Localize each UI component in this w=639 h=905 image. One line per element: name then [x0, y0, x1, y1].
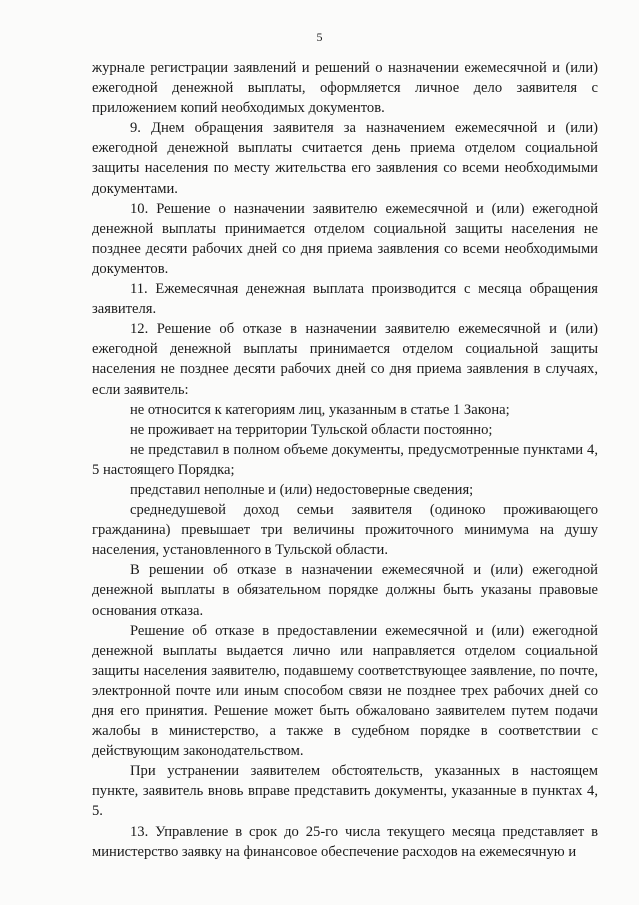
list-item: представил неполные и (или) недостоверные сведения; [130, 481, 474, 498]
paragraph: 12. Решение об отказе в назначении заявителю ежемесячной и (или) ежегодной денежной выплаты принимается отделом социальной защиты населения не позднее десяти рабочих дней со дня приема заявления в случаях, если заявитель: [92, 321, 598, 398]
page-number: 5 [316, 30, 323, 44]
paragraph: Решение об отказе в предоставлении ежемесячной и (или) ежегодной денежной выплаты выдается лично или направляется отделом социальной защиты населения заявителю, подавшему соответствующее заявление, по почте, электронной почте или иным способом связи не позднее трех рабочих дней со дня его принятия. Решение может быть обжаловано заявителем путем подачи жалобы в министерство, а также в судебном порядке в соответствии с действующим законодательством. [92, 622, 598, 760]
list-item: не относится к категориям лиц, указанным в статье 1 Закона; [130, 401, 510, 418]
list-item: не проживает на территории Тульской области постоянно; [130, 421, 493, 438]
document-body [92, 58, 598, 862]
paragraph: В решении об отказе в назначении ежемесячной и (или) ежегодной денежной выплаты в обязательном порядке должны быть указаны правовые основания отказа. [92, 562, 598, 619]
list-item: не представил в полном объеме документы, предусмотренные пунктами 4, 5 настоящего Порядка; [92, 441, 598, 478]
paragraph: 13. Управление в срок до 25-го числа текущего месяца представляет в министерство заявку на финансовое обеспечение расходов на ежемесячную и [92, 823, 598, 860]
paragraph: При устранении заявителем обстоятельств, указанных в настоящем пункте, заявитель вновь вправе представить документы, указанные в пунктах 4, 5. [92, 763, 598, 820]
paragraph: 11. Ежемесячная денежная выплата производится с месяца обращения заявителя. [92, 281, 598, 318]
paragraph: журнале регистрации заявлений и решений о назначении ежемесячной и (или) ежегодной денежной выплаты, оформляется личное дело заявителя с приложением копий необходимых документов. [92, 60, 598, 117]
list-item: среднедушевой доход семьи заявителя (одиноко проживающего гражданина) превышает три величины прожиточного минимума на душу населения, установленного в Тульской области. [92, 502, 598, 559]
paragraph: 9. Днем обращения заявителя за назначением ежемесячной и (или) ежегодной денежной выплаты считается день приема отделом социальной защиты населения по месту жительства его заявления со всеми необходимыми документами. [92, 120, 598, 197]
paragraph: 10. Решение о назначении заявителю ежемесячной и (или) ежегодной денежной выплаты принимается отделом социальной защиты населения не позднее десяти рабочих дней со дня приема заявления со всеми необходимыми документов. [92, 200, 598, 277]
